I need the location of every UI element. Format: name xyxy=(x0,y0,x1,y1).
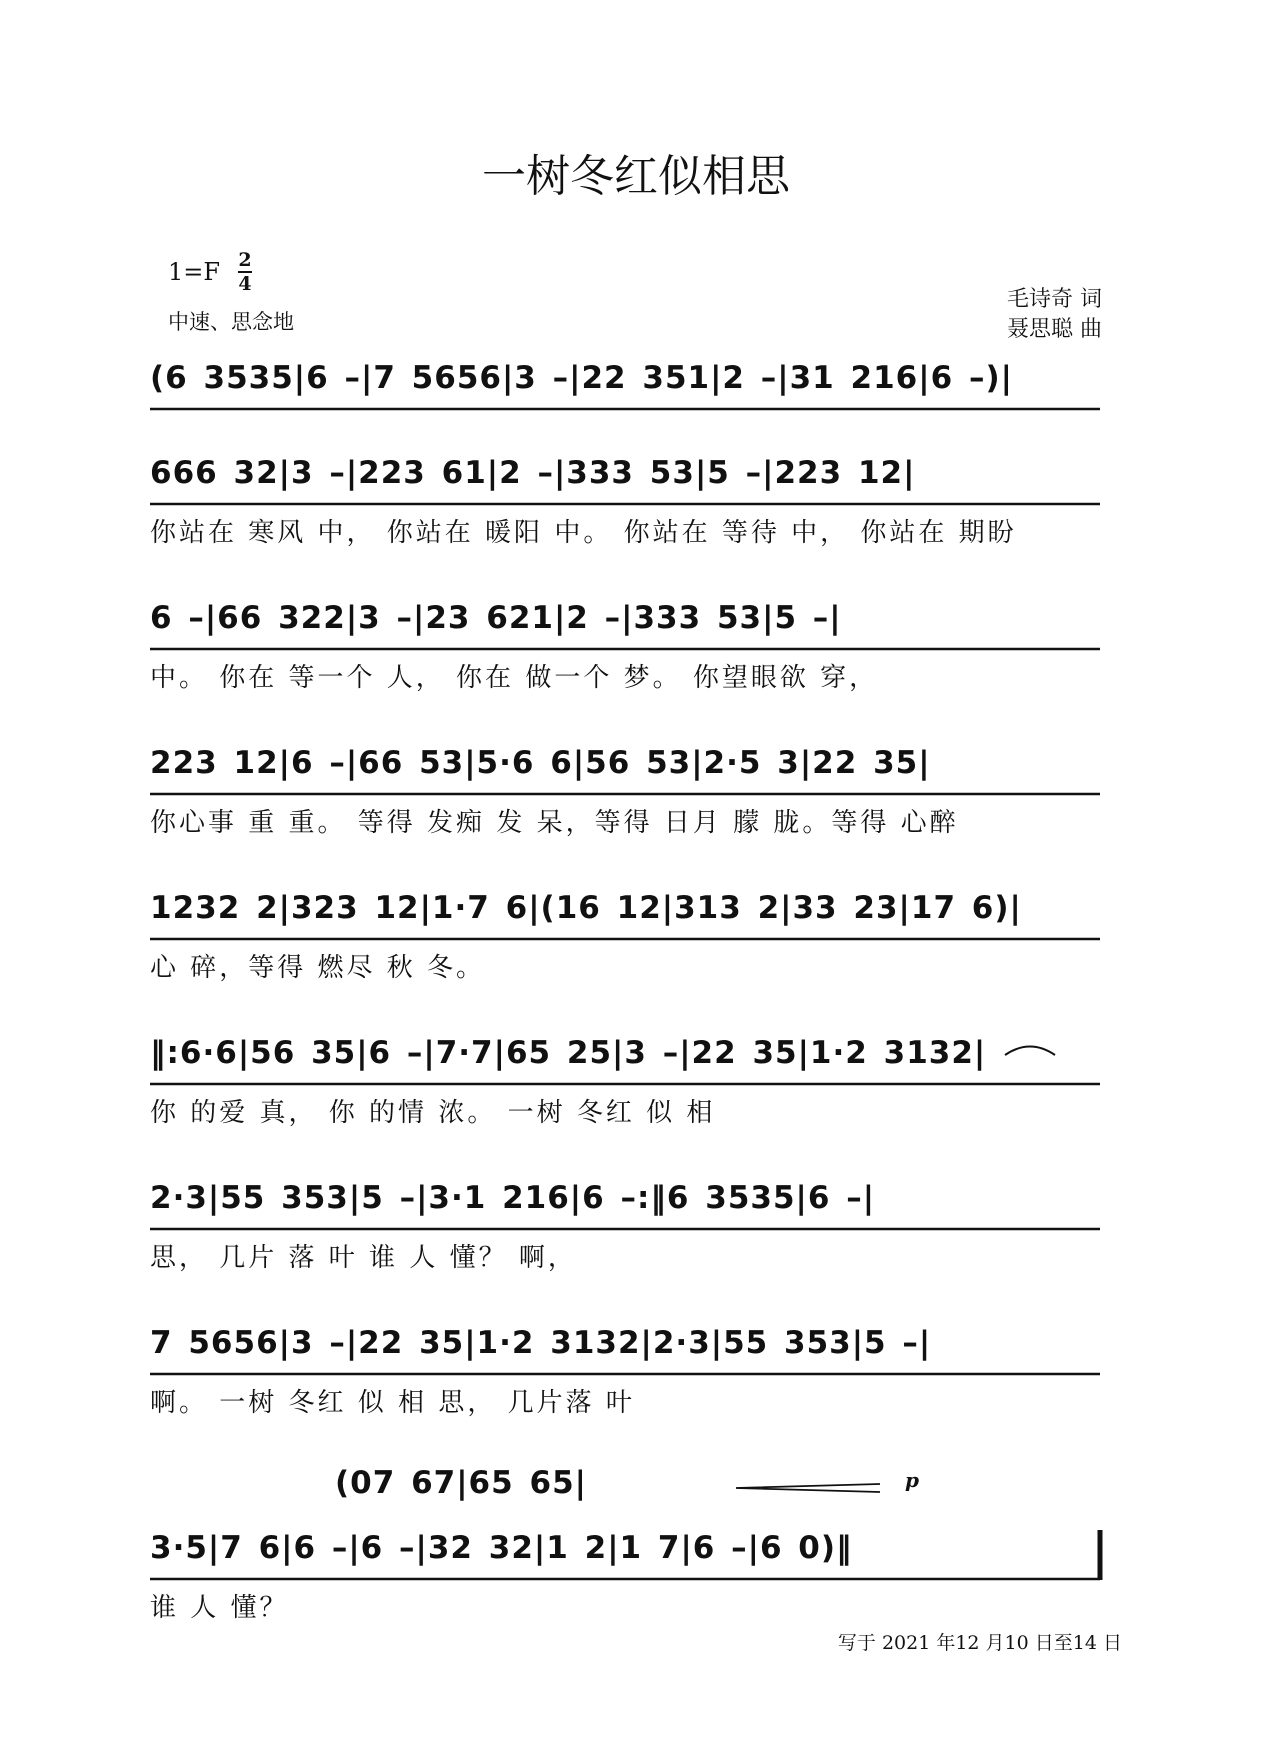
system-4-lyric: 你心事 重 重。 等得 发痴 发 呆，等得 日月 朦 胧。等得 心醉 xyxy=(150,808,959,838)
system-9-music: 3·5|7 6|6 –|6 –|32 32|1 2|1 7|6 –|6 0)‖ xyxy=(150,1530,853,1566)
tie-arc xyxy=(1005,1047,1055,1056)
date-footnote: 写于 2021 年12 月10 日至14 日 xyxy=(837,1632,1122,1654)
system-2-music: 666 32|3 –|223 61|2 –|333 53|5 –|223 12| xyxy=(150,455,916,491)
ossia-line: (07 67|65 65| xyxy=(335,1465,587,1501)
tempo-marking: 中速、思念地 xyxy=(168,310,294,334)
meter-bottom: 4 xyxy=(238,273,252,295)
system-7-music: 2·3|55 353|5 –|3·1 216|6 –:‖6 3535|6 –| xyxy=(150,1180,876,1216)
system-8-music: 7 5656|3 –|22 35|1·2 3132|2·3|55 353|5 –| xyxy=(150,1325,932,1361)
system-2-lyric: 你站在 寒风 中， 你站在 暖阳 中。 你站在 等待 中， 你站在 期盼 xyxy=(150,518,1017,548)
system-9-lyric: 谁 人 懂？ xyxy=(150,1593,289,1623)
system-4-music: 223 12|6 –|66 53|5·6 6|56 53|2·5 3|22 35| xyxy=(150,745,931,781)
system-3-music: 6 –|66 322|3 –|23 621|2 –|333 53|5 –| xyxy=(150,600,842,636)
system-6-music: ‖:6·6|56 35|6 –|7·7|65 25|3 –|22 35|1·2 3132| xyxy=(150,1035,987,1071)
composer-credit: 聂思聪 曲 xyxy=(1007,317,1102,342)
decrescendo-hairpin xyxy=(736,1484,880,1492)
system-3-lyric: 中。 你在 等一个 人， 你在 做一个 梦。 你望眼欲 穿， xyxy=(150,663,879,693)
system-1-music: (6 3535|6 –|7 5656|3 –|22 351|2 –|31 216|6 –)| xyxy=(150,360,1013,396)
key-signature: 1=F xyxy=(168,258,221,286)
system-7-lyric: 思， 几片 落 叶 谁 人 懂？ 啊， xyxy=(150,1243,577,1273)
song-title: 一树冬红似相思 xyxy=(482,151,790,202)
system-5-lyric: 心 碎，等得 燃尽 秋 冬。 xyxy=(150,953,486,983)
dynamic-marking: p xyxy=(905,1468,919,1492)
lyricist-credit: 毛诗奇 词 xyxy=(1007,287,1102,312)
system-5-music: 1232 2|323 12|1·7 6|(16 12|313 2|33 23|17 6)| xyxy=(150,890,1022,926)
meter-top: 2 xyxy=(238,249,252,271)
system-8-lyric: 啊。 一树 冬红 似 相 思， 几片落 叶 xyxy=(150,1388,635,1418)
system-6-lyric: 你 的爱 真， 你 的情 浓。 一树 冬红 似 相 xyxy=(150,1098,716,1128)
